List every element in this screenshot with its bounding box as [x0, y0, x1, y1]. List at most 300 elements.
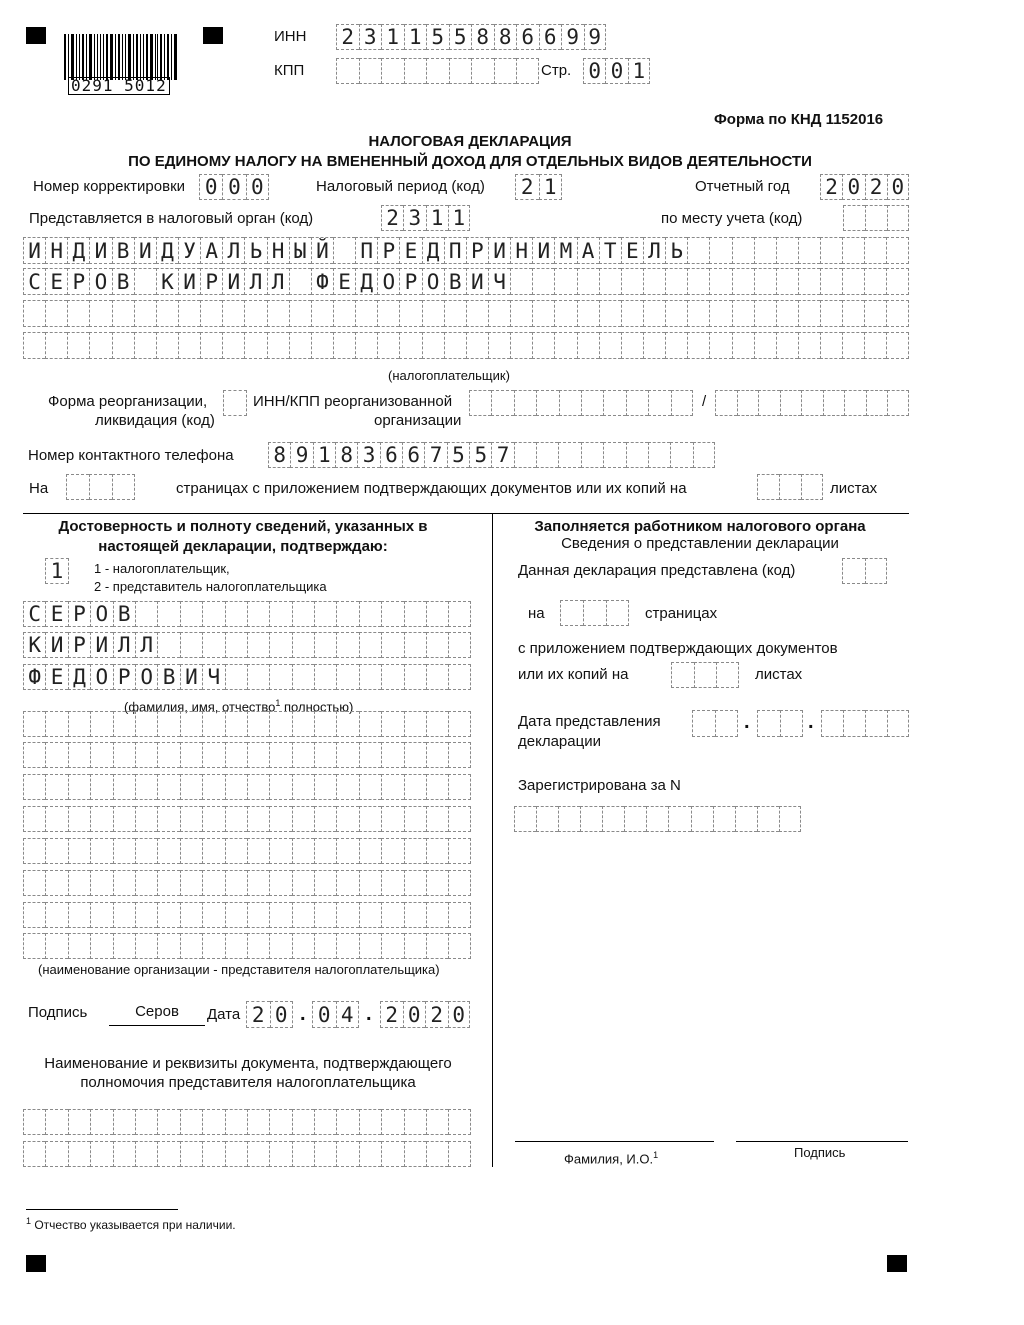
cell[interactable] [583, 600, 606, 626]
cell[interactable]: В [444, 268, 466, 295]
cell[interactable] [292, 632, 314, 658]
cell[interactable] [269, 806, 291, 832]
cell[interactable] [336, 632, 358, 658]
cell[interactable] [754, 268, 776, 295]
cell[interactable] [776, 237, 798, 264]
cell[interactable]: Л [113, 632, 135, 658]
year-cells[interactable] [820, 174, 909, 200]
cell[interactable] [887, 205, 909, 231]
cell[interactable] [381, 1109, 403, 1135]
cell[interactable]: И [180, 664, 202, 690]
cell[interactable] [709, 332, 731, 359]
cell[interactable] [333, 300, 355, 327]
cell[interactable]: О [422, 268, 444, 295]
cell[interactable] [668, 806, 690, 832]
cell[interactable] [488, 332, 510, 359]
cell[interactable] [359, 774, 381, 800]
cell[interactable] [134, 300, 156, 327]
cell[interactable] [732, 300, 754, 327]
cell[interactable] [157, 806, 179, 832]
inn-cells[interactable] [336, 24, 606, 50]
cell[interactable] [448, 774, 470, 800]
cell[interactable] [180, 601, 202, 627]
cell[interactable] [754, 237, 776, 264]
cell[interactable] [225, 902, 247, 928]
cell[interactable] [532, 300, 554, 327]
org-row-1[interactable] [23, 711, 471, 737]
cell[interactable] [514, 442, 536, 468]
submitted-code-cells[interactable] [842, 558, 887, 584]
cell[interactable]: Р [200, 268, 222, 295]
cell[interactable] [247, 870, 269, 896]
cell[interactable]: 2 [820, 174, 842, 200]
cell[interactable] [68, 806, 90, 832]
cell[interactable] [359, 632, 381, 658]
cell[interactable] [823, 390, 845, 416]
cell[interactable] [90, 774, 112, 800]
cell[interactable] [135, 806, 157, 832]
cell[interactable] [580, 806, 602, 832]
cell[interactable] [381, 742, 403, 768]
cell[interactable] [643, 268, 665, 295]
cell[interactable] [842, 558, 865, 584]
cell[interactable] [886, 332, 908, 359]
cell[interactable] [336, 711, 358, 737]
cell[interactable]: 9 [584, 24, 607, 50]
cell[interactable]: К [156, 268, 178, 295]
cell[interactable] [112, 474, 135, 500]
cell[interactable] [648, 442, 670, 468]
cell[interactable] [865, 710, 887, 737]
cell[interactable] [843, 710, 865, 737]
cell[interactable] [693, 442, 715, 468]
cell[interactable]: И [23, 237, 45, 264]
cell[interactable] [671, 390, 693, 416]
cell[interactable] [68, 711, 90, 737]
cell[interactable] [422, 300, 444, 327]
cell[interactable]: Е [45, 601, 67, 627]
cell[interactable]: В [113, 601, 135, 627]
cell[interactable] [23, 870, 45, 896]
reorg-kpp-cells[interactable] [715, 390, 909, 416]
cell[interactable] [687, 268, 709, 295]
date-month-cells[interactable] [312, 1001, 359, 1028]
cell[interactable] [247, 838, 269, 864]
cell[interactable] [488, 300, 510, 327]
cell[interactable] [314, 742, 336, 768]
cell[interactable] [45, 300, 67, 327]
cell[interactable] [732, 268, 754, 295]
cell[interactable] [45, 933, 67, 959]
cell[interactable] [90, 742, 112, 768]
patronymic-cells[interactable] [23, 664, 471, 690]
period-cells[interactable] [515, 174, 562, 200]
cell[interactable] [643, 300, 665, 327]
registered-number-cells[interactable] [514, 806, 801, 832]
cell[interactable] [45, 902, 67, 928]
cell[interactable] [558, 442, 580, 468]
cell[interactable]: Ь [244, 237, 266, 264]
cell[interactable] [381, 774, 403, 800]
cell[interactable] [314, 806, 336, 832]
cell[interactable]: И [45, 632, 67, 658]
cell[interactable] [112, 300, 134, 327]
cell[interactable] [554, 300, 576, 327]
cell[interactable] [865, 558, 888, 584]
cell[interactable]: 9 [290, 442, 312, 468]
cell[interactable] [448, 806, 470, 832]
cell[interactable]: Ф [311, 268, 333, 295]
cell[interactable] [426, 58, 449, 84]
cell[interactable]: Н [267, 237, 289, 264]
cell[interactable] [135, 1109, 157, 1135]
cell[interactable] [292, 870, 314, 896]
cell[interactable] [646, 806, 668, 832]
cell[interactable] [135, 742, 157, 768]
cell[interactable] [202, 711, 224, 737]
cell[interactable] [113, 933, 135, 959]
cell[interactable] [135, 838, 157, 864]
cell[interactable]: П [444, 237, 466, 264]
cell[interactable] [798, 332, 820, 359]
submission-day-cells[interactable] [692, 710, 738, 737]
cell[interactable] [157, 1141, 179, 1167]
cell[interactable] [247, 774, 269, 800]
cell[interactable]: О [90, 664, 112, 690]
cell[interactable] [779, 806, 801, 832]
cell[interactable] [359, 1141, 381, 1167]
cell[interactable] [67, 300, 89, 327]
cell[interactable] [223, 390, 247, 416]
cell[interactable]: Р [113, 664, 135, 690]
cell[interactable]: И [466, 268, 488, 295]
cell[interactable]: 8 [494, 24, 517, 50]
cell[interactable] [471, 58, 494, 84]
cell[interactable] [404, 1141, 426, 1167]
cell[interactable] [842, 300, 864, 327]
cell[interactable] [289, 300, 311, 327]
cell[interactable]: Р [68, 601, 90, 627]
cell[interactable] [713, 806, 735, 832]
cell[interactable] [156, 300, 178, 327]
cell[interactable] [359, 711, 381, 737]
cell[interactable] [180, 711, 202, 737]
doc-row-1[interactable] [23, 1109, 471, 1135]
cell[interactable] [180, 632, 202, 658]
cell[interactable] [581, 442, 603, 468]
cell[interactable] [269, 632, 291, 658]
cell[interactable] [577, 300, 599, 327]
cell[interactable]: 4 [336, 1001, 360, 1028]
cell[interactable] [23, 332, 45, 359]
cell[interactable] [90, 1109, 112, 1135]
cell[interactable] [687, 300, 709, 327]
cell[interactable] [426, 601, 448, 627]
cell[interactable]: И [178, 268, 200, 295]
cell[interactable] [90, 870, 112, 896]
cell[interactable]: Ч [488, 268, 510, 295]
cell[interactable] [157, 1109, 179, 1135]
cell[interactable] [399, 332, 421, 359]
cell[interactable] [225, 742, 247, 768]
cell[interactable] [135, 902, 157, 928]
cell[interactable] [820, 300, 842, 327]
cell[interactable] [621, 300, 643, 327]
org-row-3[interactable] [23, 774, 471, 800]
cell[interactable] [558, 806, 580, 832]
cell[interactable] [381, 806, 403, 832]
cell[interactable] [665, 268, 687, 295]
cell[interactable]: Е [333, 268, 355, 295]
cell[interactable] [381, 601, 403, 627]
cell[interactable] [426, 742, 448, 768]
cell[interactable] [426, 774, 448, 800]
cell[interactable] [45, 711, 67, 737]
cell[interactable]: О [135, 664, 157, 690]
cell[interactable]: Р [399, 268, 421, 295]
cell[interactable] [157, 632, 179, 658]
cell[interactable] [45, 1141, 67, 1167]
cell[interactable] [222, 300, 244, 327]
cell[interactable] [157, 870, 179, 896]
cell[interactable] [577, 332, 599, 359]
cell[interactable] [180, 870, 202, 896]
cell[interactable] [737, 390, 759, 416]
cell[interactable] [135, 933, 157, 959]
cell[interactable] [314, 1109, 336, 1135]
cell[interactable] [292, 933, 314, 959]
cell[interactable] [292, 664, 314, 690]
cell[interactable] [359, 902, 381, 928]
cell[interactable]: Л [267, 268, 289, 295]
cell[interactable] [886, 237, 908, 264]
cell[interactable] [113, 1109, 135, 1135]
cell[interactable] [336, 1141, 358, 1167]
cell[interactable] [244, 300, 266, 327]
cell[interactable] [887, 710, 909, 737]
sheets-count-cells[interactable] [757, 474, 823, 500]
cell[interactable] [687, 237, 709, 264]
phone-cells[interactable] [268, 442, 715, 468]
surname-cells[interactable] [23, 601, 471, 627]
cell[interactable] [735, 806, 757, 832]
cell[interactable] [134, 332, 156, 359]
cell[interactable]: 0 [403, 1001, 426, 1028]
cell[interactable]: С [23, 268, 45, 295]
cell[interactable] [269, 933, 291, 959]
cell[interactable] [381, 58, 404, 84]
cell[interactable] [113, 774, 135, 800]
cell[interactable]: 3 [359, 24, 382, 50]
cell[interactable] [709, 300, 731, 327]
cell[interactable] [225, 933, 247, 959]
cell[interactable] [180, 774, 202, 800]
cell[interactable] [23, 1141, 45, 1167]
submission-month-cells[interactable] [757, 710, 803, 737]
cell[interactable] [381, 902, 403, 928]
cell[interactable] [448, 1141, 470, 1167]
cell[interactable] [90, 1141, 112, 1167]
cell[interactable] [336, 774, 358, 800]
cell[interactable] [381, 664, 403, 690]
cell[interactable] [444, 300, 466, 327]
doc-row-2[interactable] [23, 1141, 471, 1167]
cell[interactable] [45, 838, 67, 864]
cell[interactable] [202, 838, 224, 864]
cell[interactable] [758, 390, 780, 416]
cell[interactable]: В [112, 237, 134, 264]
cell[interactable]: 6 [402, 442, 424, 468]
cell[interactable] [399, 300, 421, 327]
cell[interactable] [23, 1109, 45, 1135]
cell[interactable]: 0 [583, 58, 605, 84]
signer-code-cell[interactable] [45, 558, 69, 584]
cell[interactable] [864, 332, 886, 359]
cell[interactable]: 6 [516, 24, 539, 50]
location-cells[interactable] [843, 205, 909, 231]
cell[interactable]: 7 [491, 442, 513, 468]
cell[interactable] [821, 710, 843, 737]
cell[interactable] [381, 838, 403, 864]
cell[interactable] [202, 632, 224, 658]
cell[interactable] [135, 711, 157, 737]
cell[interactable] [626, 442, 648, 468]
cell[interactable] [404, 933, 426, 959]
kpp-cells[interactable] [336, 58, 539, 84]
cell[interactable] [202, 742, 224, 768]
cell[interactable] [643, 332, 665, 359]
cell[interactable] [865, 205, 887, 231]
cell[interactable]: 2 [865, 174, 887, 200]
cell[interactable] [404, 902, 426, 928]
cell[interactable] [691, 806, 713, 832]
cell[interactable] [23, 300, 45, 327]
cell[interactable] [157, 838, 179, 864]
cell[interactable] [757, 474, 779, 500]
cell[interactable] [599, 268, 621, 295]
cell[interactable] [426, 632, 448, 658]
cell[interactable] [45, 774, 67, 800]
cell[interactable]: У [178, 237, 200, 264]
cell[interactable]: 0 [448, 1001, 471, 1028]
cell[interactable] [687, 332, 709, 359]
cell[interactable] [780, 710, 803, 737]
cell[interactable] [247, 933, 269, 959]
cell[interactable] [404, 1109, 426, 1135]
cell[interactable]: 1 [404, 24, 427, 50]
cell[interactable]: 5 [469, 442, 491, 468]
org-row-2[interactable] [23, 742, 471, 768]
cell[interactable] [606, 600, 629, 626]
cell[interactable] [886, 268, 908, 295]
cell[interactable] [448, 1109, 470, 1135]
cell[interactable]: 6 [539, 24, 562, 50]
cell[interactable] [448, 933, 470, 959]
cell[interactable] [798, 300, 820, 327]
cell[interactable]: Й [311, 237, 333, 264]
cell[interactable] [336, 1109, 358, 1135]
cell[interactable] [45, 332, 67, 359]
cell[interactable] [624, 806, 646, 832]
cell[interactable] [732, 332, 754, 359]
cell[interactable] [536, 390, 558, 416]
cell[interactable]: 5 [426, 24, 449, 50]
cell[interactable] [336, 806, 358, 832]
cell[interactable]: 0 [312, 1001, 336, 1028]
cell[interactable] [68, 774, 90, 800]
cell[interactable] [359, 838, 381, 864]
cell[interactable] [776, 300, 798, 327]
cell[interactable] [449, 58, 472, 84]
cell[interactable]: Д [355, 268, 377, 295]
cell[interactable] [247, 664, 269, 690]
cell[interactable] [444, 332, 466, 359]
taxpayer-row-3[interactable] [23, 300, 909, 327]
cell[interactable] [247, 1141, 269, 1167]
cell[interactable] [225, 1109, 247, 1135]
cell[interactable]: Е [45, 268, 67, 295]
cell[interactable]: 1 [628, 58, 650, 84]
cell[interactable] [180, 933, 202, 959]
cell[interactable] [45, 1109, 67, 1135]
cell[interactable] [780, 390, 802, 416]
cell[interactable] [292, 742, 314, 768]
cell[interactable] [448, 664, 470, 690]
cell[interactable] [801, 474, 823, 500]
cell[interactable] [532, 268, 554, 295]
cell[interactable] [225, 774, 247, 800]
cell[interactable] [404, 632, 426, 658]
cell[interactable] [269, 711, 291, 737]
cell[interactable] [314, 774, 336, 800]
cell[interactable] [599, 332, 621, 359]
cell[interactable]: 1 [313, 442, 335, 468]
org-row-6[interactable] [23, 870, 471, 896]
cell[interactable]: 1 [381, 24, 404, 50]
cell[interactable] [202, 902, 224, 928]
cell[interactable] [23, 806, 45, 832]
cell[interactable] [23, 711, 45, 737]
cell[interactable]: О [90, 601, 112, 627]
name-cells[interactable] [23, 632, 471, 658]
cell[interactable] [314, 1141, 336, 1167]
cell[interactable] [66, 474, 89, 500]
cell[interactable] [448, 632, 470, 658]
cell[interactable]: П [355, 237, 377, 264]
cell[interactable]: Д [67, 237, 89, 264]
cell[interactable] [23, 933, 45, 959]
cell[interactable] [670, 442, 692, 468]
cell[interactable] [113, 711, 135, 737]
cell[interactable]: И [488, 237, 510, 264]
cell[interactable] [336, 870, 358, 896]
cell[interactable] [45, 870, 67, 896]
cell[interactable] [336, 664, 358, 690]
cell[interactable]: Ф [23, 664, 45, 690]
cell[interactable] [359, 1109, 381, 1135]
cell[interactable] [715, 390, 737, 416]
cell[interactable] [113, 902, 135, 928]
org-row-8[interactable] [23, 933, 471, 959]
cell[interactable] [314, 664, 336, 690]
cell[interactable] [426, 902, 448, 928]
cell[interactable] [269, 870, 291, 896]
cell[interactable] [864, 268, 886, 295]
correction-cells[interactable] [199, 174, 269, 200]
cell[interactable] [448, 838, 470, 864]
cell[interactable] [404, 742, 426, 768]
signature-value[interactable]: Серов [135, 1003, 179, 1020]
